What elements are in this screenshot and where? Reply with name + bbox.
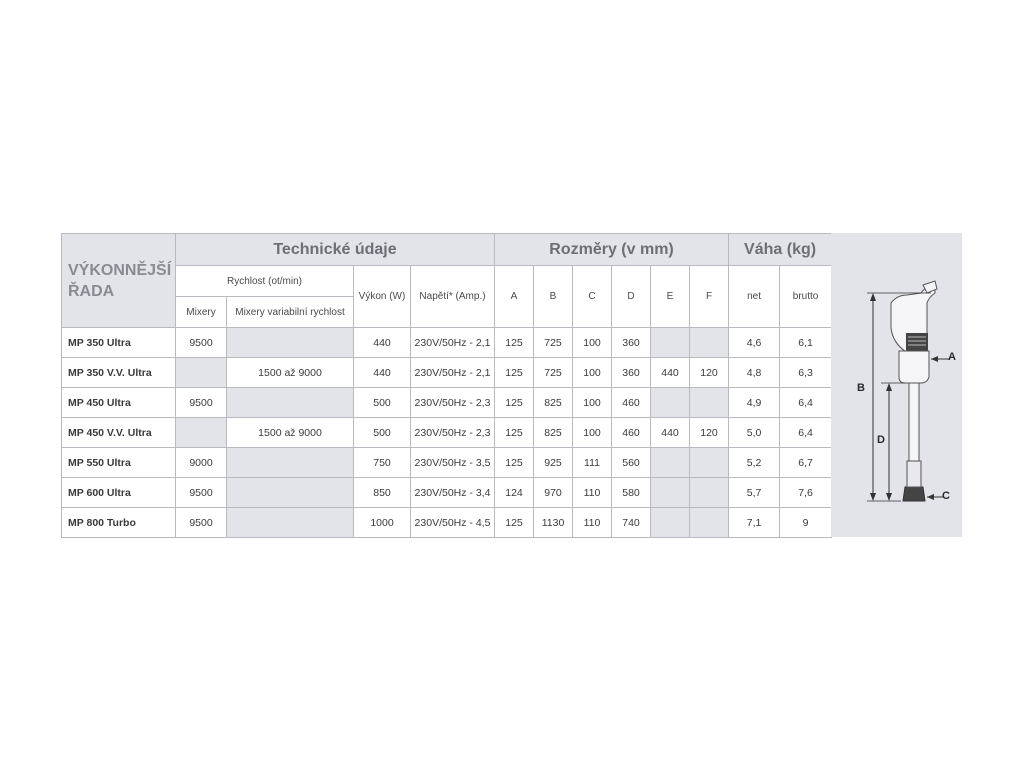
cell-variable	[227, 328, 354, 358]
table-row	[62, 328, 832, 358]
spec-table	[61, 233, 832, 538]
cell-b: 725	[534, 358, 573, 388]
model-name-cell: MP 450 Ultra	[62, 388, 176, 418]
cell-voltage: 230V/50Hz - 3,5	[411, 448, 495, 478]
cell-net: 4,6	[729, 328, 780, 358]
cell-power: 850	[354, 478, 411, 508]
cell-c: 111	[573, 448, 612, 478]
cell-d: 460	[612, 418, 651, 448]
model-name-cell: MP 800 Turbo	[62, 508, 176, 538]
table-row	[62, 418, 832, 448]
table-row	[62, 388, 832, 418]
motor-body	[899, 351, 929, 383]
cell-c: 100	[573, 328, 612, 358]
dimension-label-a: A	[948, 351, 956, 363]
cell-a: 124	[495, 478, 534, 508]
dimension-label-b: B	[857, 382, 865, 394]
cell-net: 7,1	[729, 508, 780, 538]
header-gross: brutto	[780, 266, 832, 328]
cell-power: 500	[354, 418, 411, 448]
cell-a: 125	[495, 358, 534, 388]
cell-voltage: 230V/50Hz - 2,1	[411, 328, 495, 358]
cell-power: 500	[354, 388, 411, 418]
cell-power: 750	[354, 448, 411, 478]
cell-c: 100	[573, 358, 612, 388]
cell-power: 440	[354, 328, 411, 358]
cell-e	[651, 448, 690, 478]
header-dim-a: A	[495, 266, 534, 328]
cell-net: 5,7	[729, 478, 780, 508]
header-voltage: Napětí* (Amp.)	[411, 266, 495, 328]
cell-d: 580	[612, 478, 651, 508]
cell-gross: 6,3	[780, 358, 832, 388]
cell-voltage: 230V/50Hz - 3,4	[411, 478, 495, 508]
cell-d: 460	[612, 388, 651, 418]
cell-d: 560	[612, 448, 651, 478]
cell-variable	[227, 448, 354, 478]
cell-f	[690, 478, 729, 508]
blender-drawing	[831, 233, 962, 537]
blender-shaft	[909, 383, 919, 461]
header-mixers: Mixery	[176, 297, 227, 328]
cell-gross: 6,1	[780, 328, 832, 358]
cell-b: 970	[534, 478, 573, 508]
blender-dimension-diagram	[831, 233, 962, 537]
cell-b: 1130	[534, 508, 573, 538]
header-speed: Rychlost (ot/min)	[176, 266, 354, 297]
cell-c: 100	[573, 418, 612, 448]
cell-a: 125	[495, 388, 534, 418]
cell-f	[690, 448, 729, 478]
cell-variable	[227, 508, 354, 538]
cell-mixers: 9000	[176, 448, 227, 478]
cell-c: 110	[573, 478, 612, 508]
cell-variable: 1500 až 9000	[227, 358, 354, 388]
table-row	[62, 358, 832, 388]
header-variable-mixers: Mixery variabilní rychlost	[227, 297, 354, 328]
model-name-cell: MP 550 Ultra	[62, 448, 176, 478]
cell-b: 825	[534, 418, 573, 448]
cell-e	[651, 478, 690, 508]
table-row	[62, 508, 832, 538]
cell-b: 925	[534, 448, 573, 478]
series-label: VÝKONNĚJŠÍ ŘADA	[62, 234, 176, 328]
cell-f	[690, 388, 729, 418]
header-dim-f: F	[690, 266, 729, 328]
cell-power: 1000	[354, 508, 411, 538]
cell-mixers	[176, 358, 227, 388]
cell-a: 125	[495, 508, 534, 538]
motor-vent	[906, 333, 928, 351]
cell-f: 120	[690, 418, 729, 448]
cell-d: 360	[612, 328, 651, 358]
group-weight: Váha (kg)	[729, 234, 832, 266]
cell-c: 100	[573, 388, 612, 418]
cell-mixers: 9500	[176, 478, 227, 508]
model-name-cell: MP 350 Ultra	[62, 328, 176, 358]
cell-f	[690, 328, 729, 358]
cell-f: 120	[690, 358, 729, 388]
header-dim-d: D	[612, 266, 651, 328]
model-name-cell: MP 600 Ultra	[62, 478, 176, 508]
cell-mixers: 9500	[176, 508, 227, 538]
cell-gross: 7,6	[780, 478, 832, 508]
cell-mixers: 9500	[176, 388, 227, 418]
dimension-label-c: C	[942, 490, 950, 502]
cell-d: 740	[612, 508, 651, 538]
cell-power: 440	[354, 358, 411, 388]
cell-a: 125	[495, 448, 534, 478]
cell-mixers: 9500	[176, 328, 227, 358]
cell-variable	[227, 478, 354, 508]
cell-variable	[227, 388, 354, 418]
group-dimensions: Rozměry (v mm)	[495, 234, 729, 266]
cell-a: 125	[495, 418, 534, 448]
cell-net: 5,0	[729, 418, 780, 448]
model-name-cell: MP 450 V.V. Ultra	[62, 418, 176, 448]
blender-bell	[903, 487, 925, 501]
cell-gross: 6,4	[780, 388, 832, 418]
cell-variable: 1500 až 9000	[227, 418, 354, 448]
cell-f	[690, 508, 729, 538]
cell-d: 360	[612, 358, 651, 388]
group-technical: Technické údaje	[176, 234, 495, 266]
cell-gross: 6,4	[780, 418, 832, 448]
cell-a: 125	[495, 328, 534, 358]
cell-voltage: 230V/50Hz - 2,1	[411, 358, 495, 388]
cell-e	[651, 388, 690, 418]
cell-e: 440	[651, 358, 690, 388]
header-net: net	[729, 266, 780, 328]
header-power: Výkon (W)	[354, 266, 411, 328]
cell-voltage: 230V/50Hz - 2,3	[411, 418, 495, 448]
cell-b: 725	[534, 328, 573, 358]
table-row	[62, 448, 832, 478]
cell-voltage: 230V/50Hz - 4,5	[411, 508, 495, 538]
cell-b: 825	[534, 388, 573, 418]
cell-mixers	[176, 418, 227, 448]
cell-net: 4,9	[729, 388, 780, 418]
header-dim-e: E	[651, 266, 690, 328]
header-dim-c: C	[573, 266, 612, 328]
cell-gross: 9	[780, 508, 832, 538]
cell-e: 440	[651, 418, 690, 448]
cell-e	[651, 508, 690, 538]
cell-e	[651, 328, 690, 358]
header-dim-b: B	[534, 266, 573, 328]
model-name-cell: MP 350 V.V. Ultra	[62, 358, 176, 388]
cell-net: 4,8	[729, 358, 780, 388]
cell-net: 5,2	[729, 448, 780, 478]
table-row	[62, 478, 832, 508]
dimension-label-d: D	[877, 434, 885, 446]
cell-voltage: 230V/50Hz - 2,3	[411, 388, 495, 418]
cell-gross: 6,7	[780, 448, 832, 478]
cell-c: 110	[573, 508, 612, 538]
